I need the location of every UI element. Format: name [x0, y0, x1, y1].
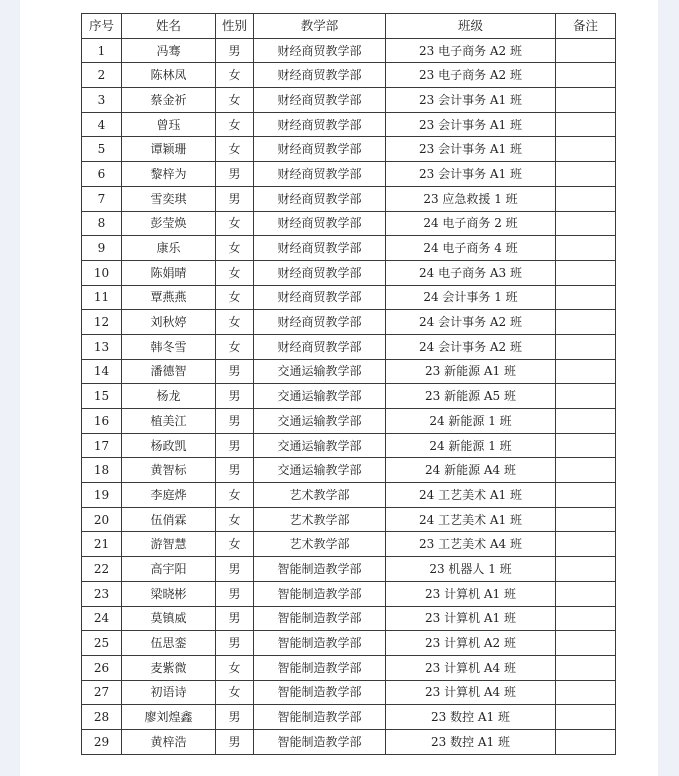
cell-department: 交通运输教学部 — [254, 458, 386, 483]
cell-department: 财经商贸教学部 — [254, 236, 386, 261]
roster-body — [82, 38, 616, 754]
cell-remark — [556, 211, 616, 236]
table-row — [82, 359, 616, 384]
table-row — [82, 655, 616, 680]
cell-name: 杨龙 — [122, 384, 216, 409]
cell-remark — [556, 359, 616, 384]
cell-class: 24 会计事务 1 班 — [386, 285, 556, 310]
cell-name: 谭颖珊 — [122, 137, 216, 162]
table-row — [82, 211, 616, 236]
table-row — [82, 310, 616, 335]
cell-class: 24 新能源 1 班 — [386, 433, 556, 458]
cell-class: 24 会计事务 A2 班 — [386, 334, 556, 359]
table-row — [82, 483, 616, 508]
cell-remark — [556, 680, 616, 705]
header-gender: 性别 — [216, 14, 254, 39]
cell-no: 2 — [82, 63, 122, 88]
cell-name: 梁晓彬 — [122, 581, 216, 606]
cell-remark — [556, 137, 616, 162]
table-row — [82, 334, 616, 359]
cell-no: 20 — [82, 507, 122, 532]
cell-department: 财经商贸教学部 — [254, 38, 386, 63]
cell-department: 智能制造教学部 — [254, 631, 386, 656]
table-row — [82, 532, 616, 557]
cell-department: 财经商贸教学部 — [254, 186, 386, 211]
table-row — [82, 63, 616, 88]
cell-no: 6 — [82, 162, 122, 187]
table-row — [82, 38, 616, 63]
table-row — [82, 409, 616, 434]
cell-class: 24 电子商务 4 班 — [386, 236, 556, 261]
cell-gender: 男 — [216, 458, 254, 483]
cell-remark — [556, 112, 616, 137]
header-row — [82, 14, 616, 39]
table-row — [82, 236, 616, 261]
cell-remark — [556, 38, 616, 63]
cell-no: 18 — [82, 458, 122, 483]
cell-no: 8 — [82, 211, 122, 236]
cell-class: 23 会计事务 A1 班 — [386, 112, 556, 137]
cell-gender: 男 — [216, 729, 254, 754]
cell-gender: 女 — [216, 88, 254, 113]
cell-gender: 男 — [216, 631, 254, 656]
cell-gender: 女 — [216, 532, 254, 557]
cell-department: 艺术教学部 — [254, 483, 386, 508]
cell-department: 财经商贸教学部 — [254, 88, 386, 113]
table-row — [82, 606, 616, 631]
cell-remark — [556, 334, 616, 359]
cell-class: 23 计算机 A1 班 — [386, 581, 556, 606]
cell-department: 财经商贸教学部 — [254, 334, 386, 359]
cell-department: 智能制造教学部 — [254, 729, 386, 754]
cell-gender: 女 — [216, 137, 254, 162]
cell-department: 财经商贸教学部 — [254, 260, 386, 285]
cell-department: 交通运输教学部 — [254, 359, 386, 384]
table-row — [82, 186, 616, 211]
cell-name: 刘秋婷 — [122, 310, 216, 335]
cell-no: 23 — [82, 581, 122, 606]
cell-gender: 女 — [216, 63, 254, 88]
cell-no: 28 — [82, 705, 122, 730]
cell-name: 麦紫微 — [122, 655, 216, 680]
table-row — [82, 581, 616, 606]
cell-name: 高宇阳 — [122, 557, 216, 582]
cell-name: 陈娟晴 — [122, 260, 216, 285]
cell-remark — [556, 606, 616, 631]
cell-class: 23 数控 A1 班 — [386, 729, 556, 754]
cell-gender: 女 — [216, 285, 254, 310]
cell-gender: 男 — [216, 557, 254, 582]
cell-no: 17 — [82, 433, 122, 458]
cell-name: 陈林凤 — [122, 63, 216, 88]
table-row — [82, 680, 616, 705]
cell-no: 1 — [82, 38, 122, 63]
cell-department: 财经商贸教学部 — [254, 310, 386, 335]
cell-remark — [556, 631, 616, 656]
table-row — [82, 729, 616, 754]
header-remark: 备注 — [556, 14, 616, 39]
cell-name: 韩冬雪 — [122, 334, 216, 359]
cell-remark — [556, 705, 616, 730]
cell-no: 11 — [82, 285, 122, 310]
header-class: 班级 — [386, 14, 556, 39]
cell-name: 彭莹焕 — [122, 211, 216, 236]
cell-gender: 男 — [216, 359, 254, 384]
cell-no: 16 — [82, 409, 122, 434]
cell-name: 伍俏霖 — [122, 507, 216, 532]
cell-remark — [556, 655, 616, 680]
cell-department: 财经商贸教学部 — [254, 63, 386, 88]
document-page — [20, 0, 658, 776]
cell-name: 杨政凯 — [122, 433, 216, 458]
cell-gender: 男 — [216, 409, 254, 434]
cell-no: 13 — [82, 334, 122, 359]
cell-class: 23 工艺美术 A4 班 — [386, 532, 556, 557]
cell-class: 23 应急救援 1 班 — [386, 186, 556, 211]
cell-name: 伍思銮 — [122, 631, 216, 656]
table-row — [82, 162, 616, 187]
table-row — [82, 137, 616, 162]
header-department: 教学部 — [254, 14, 386, 39]
cell-no: 26 — [82, 655, 122, 680]
cell-no: 24 — [82, 606, 122, 631]
cell-gender: 女 — [216, 680, 254, 705]
cell-gender: 女 — [216, 211, 254, 236]
roster-table — [81, 13, 616, 755]
cell-no: 21 — [82, 532, 122, 557]
cell-no: 3 — [82, 88, 122, 113]
cell-class: 23 会计事务 A1 班 — [386, 162, 556, 187]
cell-remark — [556, 260, 616, 285]
cell-name: 黄梓浩 — [122, 729, 216, 754]
cell-gender: 女 — [216, 483, 254, 508]
cell-gender: 女 — [216, 334, 254, 359]
cell-class: 23 新能源 A1 班 — [386, 359, 556, 384]
cell-no: 5 — [82, 137, 122, 162]
cell-no: 9 — [82, 236, 122, 261]
cell-class: 24 工艺美术 A1 班 — [386, 507, 556, 532]
header-name: 姓名 — [122, 14, 216, 39]
cell-gender: 男 — [216, 606, 254, 631]
cell-class: 23 电子商务 A2 班 — [386, 38, 556, 63]
cell-department: 智能制造教学部 — [254, 680, 386, 705]
cell-class: 24 电子商务 A3 班 — [386, 260, 556, 285]
cell-remark — [556, 433, 616, 458]
cell-name: 廖刘煌鑫 — [122, 705, 216, 730]
cell-remark — [556, 162, 616, 187]
cell-department: 交通运输教学部 — [254, 409, 386, 434]
cell-class: 23 计算机 A1 班 — [386, 606, 556, 631]
table-row — [82, 384, 616, 409]
cell-remark — [556, 285, 616, 310]
cell-department: 智能制造教学部 — [254, 655, 386, 680]
cell-class: 23 电子商务 A2 班 — [386, 63, 556, 88]
table-row — [82, 260, 616, 285]
cell-name: 植美江 — [122, 409, 216, 434]
cell-department: 财经商贸教学部 — [254, 285, 386, 310]
cell-gender: 女 — [216, 655, 254, 680]
cell-class: 24 新能源 1 班 — [386, 409, 556, 434]
cell-class: 23 新能源 A5 班 — [386, 384, 556, 409]
cell-no: 14 — [82, 359, 122, 384]
cell-name: 黎梓为 — [122, 162, 216, 187]
cell-class: 24 新能源 A4 班 — [386, 458, 556, 483]
cell-class: 23 数控 A1 班 — [386, 705, 556, 730]
cell-gender: 男 — [216, 705, 254, 730]
table-row — [82, 112, 616, 137]
cell-gender: 男 — [216, 38, 254, 63]
cell-name: 冯骞 — [122, 38, 216, 63]
table-row — [82, 433, 616, 458]
cell-department: 艺术教学部 — [254, 507, 386, 532]
cell-remark — [556, 458, 616, 483]
table-row — [82, 631, 616, 656]
cell-gender: 女 — [216, 310, 254, 335]
table-row — [82, 507, 616, 532]
cell-name: 蔡金祈 — [122, 88, 216, 113]
cell-class: 24 会计事务 A2 班 — [386, 310, 556, 335]
cell-remark — [556, 557, 616, 582]
cell-class: 23 计算机 A2 班 — [386, 631, 556, 656]
cell-remark — [556, 63, 616, 88]
cell-class: 23 机器人 1 班 — [386, 557, 556, 582]
cell-department: 交通运输教学部 — [254, 384, 386, 409]
cell-name: 雪奕琪 — [122, 186, 216, 211]
cell-department: 智能制造教学部 — [254, 606, 386, 631]
cell-remark — [556, 581, 616, 606]
cell-no: 25 — [82, 631, 122, 656]
cell-no: 22 — [82, 557, 122, 582]
cell-remark — [556, 186, 616, 211]
cell-gender: 男 — [216, 433, 254, 458]
cell-remark — [556, 384, 616, 409]
cell-name: 初语诗 — [122, 680, 216, 705]
cell-gender: 女 — [216, 507, 254, 532]
cell-name: 游智慧 — [122, 532, 216, 557]
cell-remark — [556, 236, 616, 261]
cell-department: 财经商贸教学部 — [254, 162, 386, 187]
cell-no: 19 — [82, 483, 122, 508]
cell-no: 27 — [82, 680, 122, 705]
cell-no: 12 — [82, 310, 122, 335]
cell-remark — [556, 729, 616, 754]
cell-name: 李庭烨 — [122, 483, 216, 508]
table-row — [82, 285, 616, 310]
cell-class: 23 计算机 A4 班 — [386, 680, 556, 705]
cell-gender: 女 — [216, 260, 254, 285]
table-row — [82, 458, 616, 483]
cell-no: 7 — [82, 186, 122, 211]
table-row — [82, 557, 616, 582]
cell-gender: 女 — [216, 112, 254, 137]
cell-gender: 男 — [216, 384, 254, 409]
cell-gender: 男 — [216, 186, 254, 211]
cell-name: 莫镇威 — [122, 606, 216, 631]
cell-department: 财经商贸教学部 — [254, 211, 386, 236]
cell-remark — [556, 409, 616, 434]
cell-name: 曾珏 — [122, 112, 216, 137]
cell-class: 23 计算机 A4 班 — [386, 655, 556, 680]
cell-remark — [556, 310, 616, 335]
cell-name: 黄智标 — [122, 458, 216, 483]
cell-gender: 男 — [216, 581, 254, 606]
cell-name: 康乐 — [122, 236, 216, 261]
cell-gender: 女 — [216, 236, 254, 261]
cell-no: 10 — [82, 260, 122, 285]
cell-class: 23 会计事务 A1 班 — [386, 137, 556, 162]
cell-class: 24 电子商务 2 班 — [386, 211, 556, 236]
cell-department: 交通运输教学部 — [254, 433, 386, 458]
cell-no: 15 — [82, 384, 122, 409]
table-row — [82, 88, 616, 113]
cell-remark — [556, 532, 616, 557]
header-no: 序号 — [82, 14, 122, 39]
cell-department: 智能制造教学部 — [254, 705, 386, 730]
cell-remark — [556, 507, 616, 532]
cell-no: 29 — [82, 729, 122, 754]
cell-no: 4 — [82, 112, 122, 137]
cell-gender: 男 — [216, 162, 254, 187]
cell-department: 财经商贸教学部 — [254, 137, 386, 162]
cell-name: 覃燕燕 — [122, 285, 216, 310]
cell-remark — [556, 483, 616, 508]
table-row — [82, 705, 616, 730]
cell-name: 潘德智 — [122, 359, 216, 384]
cell-class: 23 会计事务 A1 班 — [386, 88, 556, 113]
cell-department: 财经商贸教学部 — [254, 112, 386, 137]
cell-department: 智能制造教学部 — [254, 581, 386, 606]
cell-department: 智能制造教学部 — [254, 557, 386, 582]
cell-department: 艺术教学部 — [254, 532, 386, 557]
cell-class: 24 工艺美术 A1 班 — [386, 483, 556, 508]
cell-remark — [556, 88, 616, 113]
